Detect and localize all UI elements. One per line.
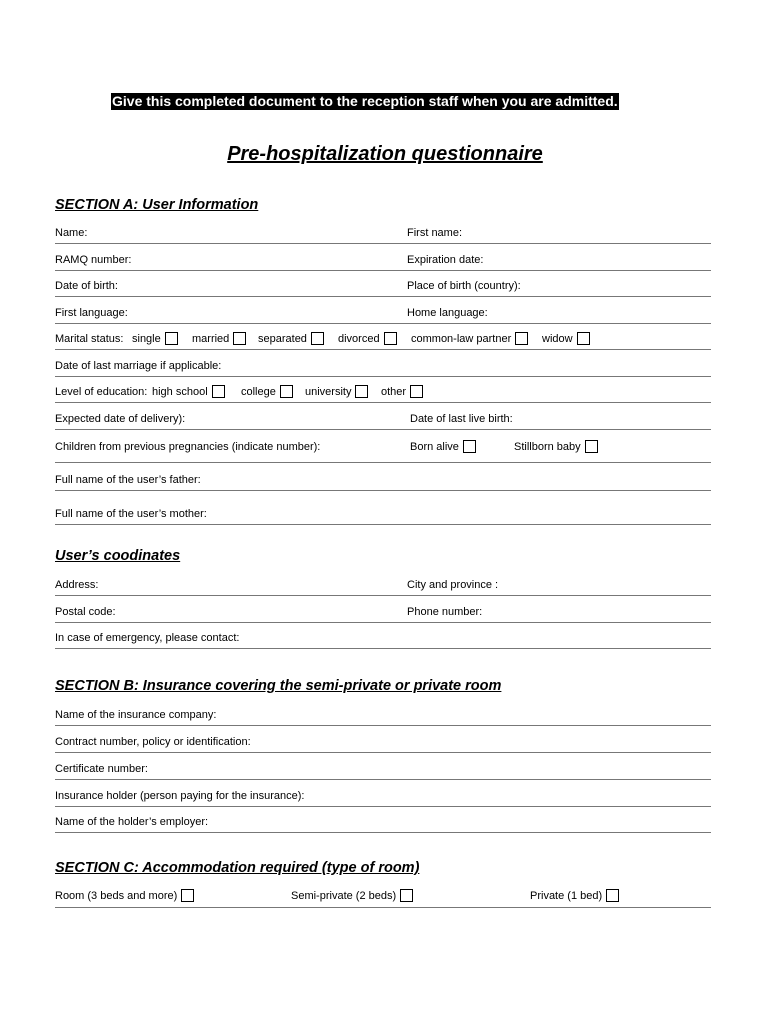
checkbox-semi-private[interactable]: [400, 889, 413, 902]
city-province-field[interactable]: City and province :: [407, 579, 499, 591]
holder-row: [55, 789, 711, 807]
children-row: [55, 440, 711, 463]
section-a-heading: SECTION A: User Information: [55, 197, 259, 213]
address-field[interactable]: Address:: [55, 579, 99, 591]
checkbox-born-alive[interactable]: [463, 440, 476, 453]
certificate-row: [55, 762, 711, 780]
section-b-heading: SECTION B: Insurance covering the semi-private or private room: [55, 678, 502, 694]
insurance-company-row: [55, 708, 711, 726]
ramq-field[interactable]: RAMQ number:: [55, 254, 132, 266]
address-row: [55, 578, 711, 596]
name-field[interactable]: Name:: [55, 227, 88, 239]
marital-single[interactable]: single: [132, 332, 178, 346]
father-name-field[interactable]: Full name of the user’s father:: [55, 474, 201, 486]
mother-name-field[interactable]: Full name of the user’s mother:: [55, 508, 207, 520]
last-live-birth-field[interactable]: Date of last live birth:: [410, 413, 513, 425]
checkbox-college[interactable]: [280, 385, 293, 398]
delivery-row: [55, 412, 711, 430]
private-option[interactable]: Private (1 bed): [530, 889, 619, 903]
section-c-heading: SECTION C: Accommodation required (type of room): [55, 860, 420, 876]
holder-employer-field[interactable]: Name of the holder’s employer:: [55, 816, 209, 828]
language-row: [55, 306, 711, 324]
emergency-contact-field[interactable]: In case of emergency, please contact:: [55, 632, 240, 644]
first-language-field[interactable]: First language:: [55, 307, 128, 319]
checkbox-high-school[interactable]: [212, 385, 225, 398]
marital-row: [55, 332, 711, 350]
checkbox-widow[interactable]: [577, 332, 590, 345]
checkbox-private[interactable]: [606, 889, 619, 902]
page-title: Pre-hospitalization questionnaire: [227, 143, 543, 165]
education-high-school[interactable]: high school: [152, 385, 225, 399]
checkbox-stillborn[interactable]: [585, 440, 598, 453]
marital-married[interactable]: married: [192, 332, 246, 346]
checkbox-university[interactable]: [355, 385, 368, 398]
marital-common-law[interactable]: common-law partner: [411, 332, 528, 346]
marital-label: Marital status:: [55, 333, 124, 345]
contract-row: [55, 735, 711, 753]
emergency-row: [55, 631, 711, 649]
checkbox-divorced[interactable]: [384, 332, 397, 345]
insurance-company-field[interactable]: Name of the insurance company:: [55, 709, 217, 721]
pob-field[interactable]: Place of birth (country):: [407, 280, 521, 292]
mother-row: [55, 507, 711, 525]
coordinates-heading: User’s coodinates: [55, 548, 181, 564]
education-label: Level of education:: [55, 386, 148, 398]
checkbox-room[interactable]: [181, 889, 194, 902]
postal-code-field[interactable]: Postal code:: [55, 606, 116, 618]
checkbox-common-law[interactable]: [515, 332, 528, 345]
education-university[interactable]: university: [305, 385, 368, 399]
expected-delivery-field[interactable]: Expected date of delivery):: [55, 413, 186, 425]
phone-number-field[interactable]: Phone number:: [407, 606, 483, 618]
dob-field[interactable]: Date of birth:: [55, 280, 118, 292]
semi-private-option[interactable]: Semi-private (2 beds): [291, 889, 413, 903]
father-row: [55, 473, 711, 491]
stillborn-option[interactable]: Stillborn baby: [514, 440, 598, 454]
marital-divorced[interactable]: divorced: [338, 332, 397, 346]
education-row: [55, 385, 711, 403]
last-marriage-row: [55, 359, 711, 377]
certificate-number-field[interactable]: Certificate number:: [55, 763, 148, 775]
born-alive-option[interactable]: Born alive: [410, 440, 476, 454]
marital-widow[interactable]: widow: [542, 332, 590, 346]
last-marriage-field[interactable]: Date of last marriage if applicable:: [55, 360, 222, 372]
children-field[interactable]: Children from previous pregnancies (indicate number):: [55, 441, 321, 453]
employer-row: [55, 815, 711, 833]
expiration-field[interactable]: Expiration date:: [407, 254, 484, 266]
home-language-field[interactable]: Home language:: [407, 307, 488, 319]
checkbox-married[interactable]: [233, 332, 246, 345]
education-other[interactable]: other: [381, 385, 423, 399]
postal-row: [55, 605, 711, 623]
room-type-row: [55, 889, 711, 908]
checkbox-other[interactable]: [410, 385, 423, 398]
insurance-holder-field[interactable]: Insurance holder (person paying for the insurance):: [55, 790, 305, 802]
contract-number-field[interactable]: Contract number, policy or identification:: [55, 736, 251, 748]
birth-row: [55, 279, 711, 297]
admission-notice: Give this completed document to the reception staff when you are admitted.: [112, 93, 618, 109]
checkbox-single[interactable]: [165, 332, 178, 345]
checkbox-separated[interactable]: [311, 332, 324, 345]
first-name-field[interactable]: First name:: [407, 227, 463, 239]
name-row: [55, 226, 711, 244]
room-option[interactable]: Room (3 beds and more): [55, 889, 194, 903]
education-college[interactable]: college: [241, 385, 293, 399]
marital-separated[interactable]: separated: [258, 332, 324, 346]
ramq-row: [55, 253, 711, 271]
